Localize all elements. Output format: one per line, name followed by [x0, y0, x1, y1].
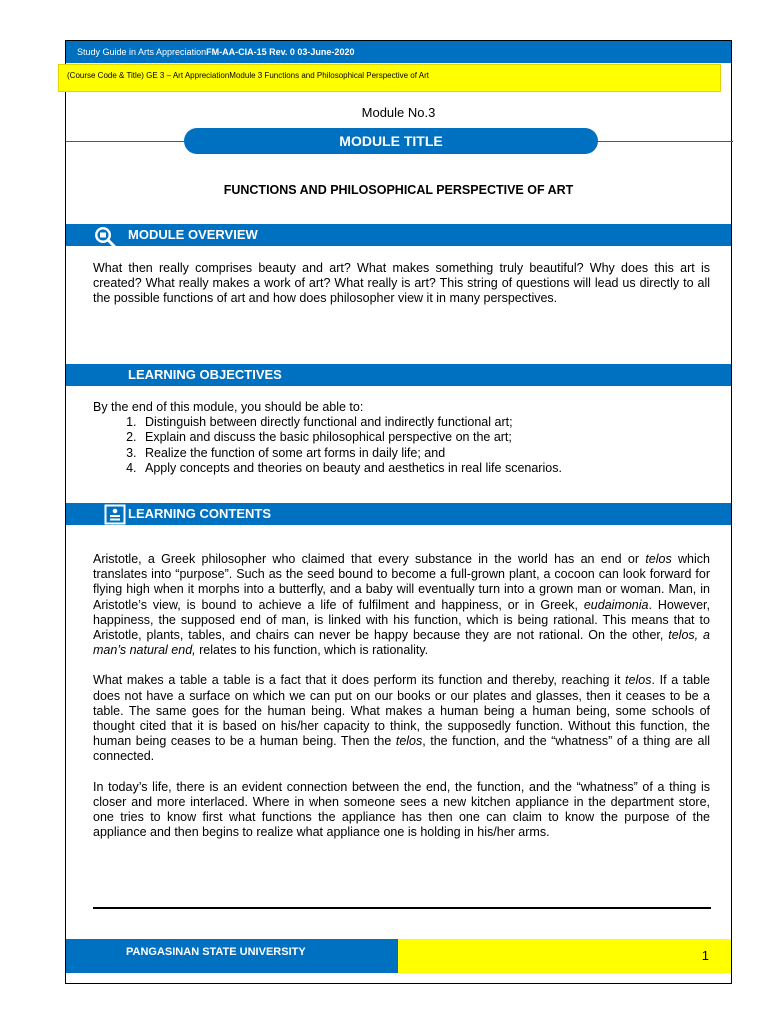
list-item: 1. Distinguish between directly functional and indirectly functional art; [140, 415, 710, 430]
course-line: (Course Code & Title) GE 3 – Art AppreciationModule 3 Functions and Philosophical Perspective of Art [67, 71, 429, 80]
objectives-list [93, 415, 710, 476]
module-number: Module No.3 [361, 105, 436, 120]
objectives-intro: By the end of this module, you should be able to: [93, 400, 364, 414]
objectives-heading: LEARNING OBJECTIVES [128, 367, 282, 382]
list-item: 2. Explain and discuss the basic philosophical perspective on the art; [140, 430, 710, 445]
document-page [65, 40, 732, 984]
title-line-right [596, 141, 733, 142]
page-number: 1 [701, 948, 709, 963]
content-paragraph-1: Aristotle, a Greek philosopher who claimed that every substance in the world has an end or telos which translates into “purpose”. Such as the seed bound to become a full-grown plant, a cocoon can look forward for flying high when it morphs into a butterfly, and a baby will eventually turn into a grown man or woman. Man, in Aristotle’s view, is bound to achieve a life of fulfilment and happiness, or in Greek, eudaimonia. However, happiness, the supposed end of man, is linked with his function, which is being rational. This means that to Aristotle, plants, tables, and chairs can never be happy because they are not rational. On the other, telos, a man’s natural end, relates to his function, which is rationality. [93, 552, 710, 658]
content-paragraph-2: What makes a table a table is a fact that it does perform its function and thereby, reaching it telos. If a table does not have a surface on which we can put on our books or our plates and glasses, then it ceases to be a table. The same goes for the human being. What makes a human being a human being, some schools of thought cited that it is based on his/her capacity to think, the supposedly function. Without this function, the human being ceases to be a human being. Then the telos, the function, and the “whatness” of a thing are all connected. [93, 673, 710, 764]
module-title-label: MODULE TITLE [184, 128, 598, 154]
overview-band [66, 224, 731, 246]
objectives-text [93, 400, 710, 476]
book-icon [104, 504, 126, 532]
title-line-left [66, 141, 186, 142]
footer-page-bar [398, 939, 731, 973]
overview-text: What then really comprises beauty and art? What makes something truly beautiful? Why does this art is created? What really makes a work of art? What really is art? This string of questions will lead us directly to all the possible functions of art and how does philosopher view it in many perspectives. [93, 261, 710, 306]
guide-text: Study Guide in Arts Appreciation [77, 47, 207, 57]
footer-university-bar [66, 939, 398, 973]
page-title: FUNCTIONS AND PHILOSOPHICAL PERSPECTIVE OF ART [223, 183, 574, 197]
overview-heading: MODULE OVERVIEW [128, 227, 258, 242]
content-paragraph-3: In today’s life, there is an evident connection between the end, the function, and the “whatness” of a thing is closer and more interlaced. Where in when someone sees a new kitchen appliance in the department store, one tries to know first what functions the appliance has then one can claim to know the purpose of the appliance and then begins to realize what appliance one is holding in his/her arms. [93, 779, 710, 840]
magnifier-icon [93, 225, 117, 254]
form-code: FM-AA-CIA-15 Rev. 0 03-June-2020 [206, 47, 355, 57]
contents-text [93, 552, 710, 855]
university-name: PANGASINAN STATE UNIVERSITY [126, 946, 306, 958]
header-bar [66, 41, 731, 63]
contents-band [66, 503, 731, 525]
list-item: 3. Realize the function of some art forms in daily life; and [140, 446, 710, 461]
contents-heading: LEARNING CONTENTS [128, 506, 271, 521]
objectives-band [66, 364, 731, 386]
divider [93, 907, 711, 909]
list-item: 4. Apply concepts and theories on beauty and aesthetics in real life scenarios. [140, 461, 710, 476]
course-line-bar [58, 64, 721, 92]
